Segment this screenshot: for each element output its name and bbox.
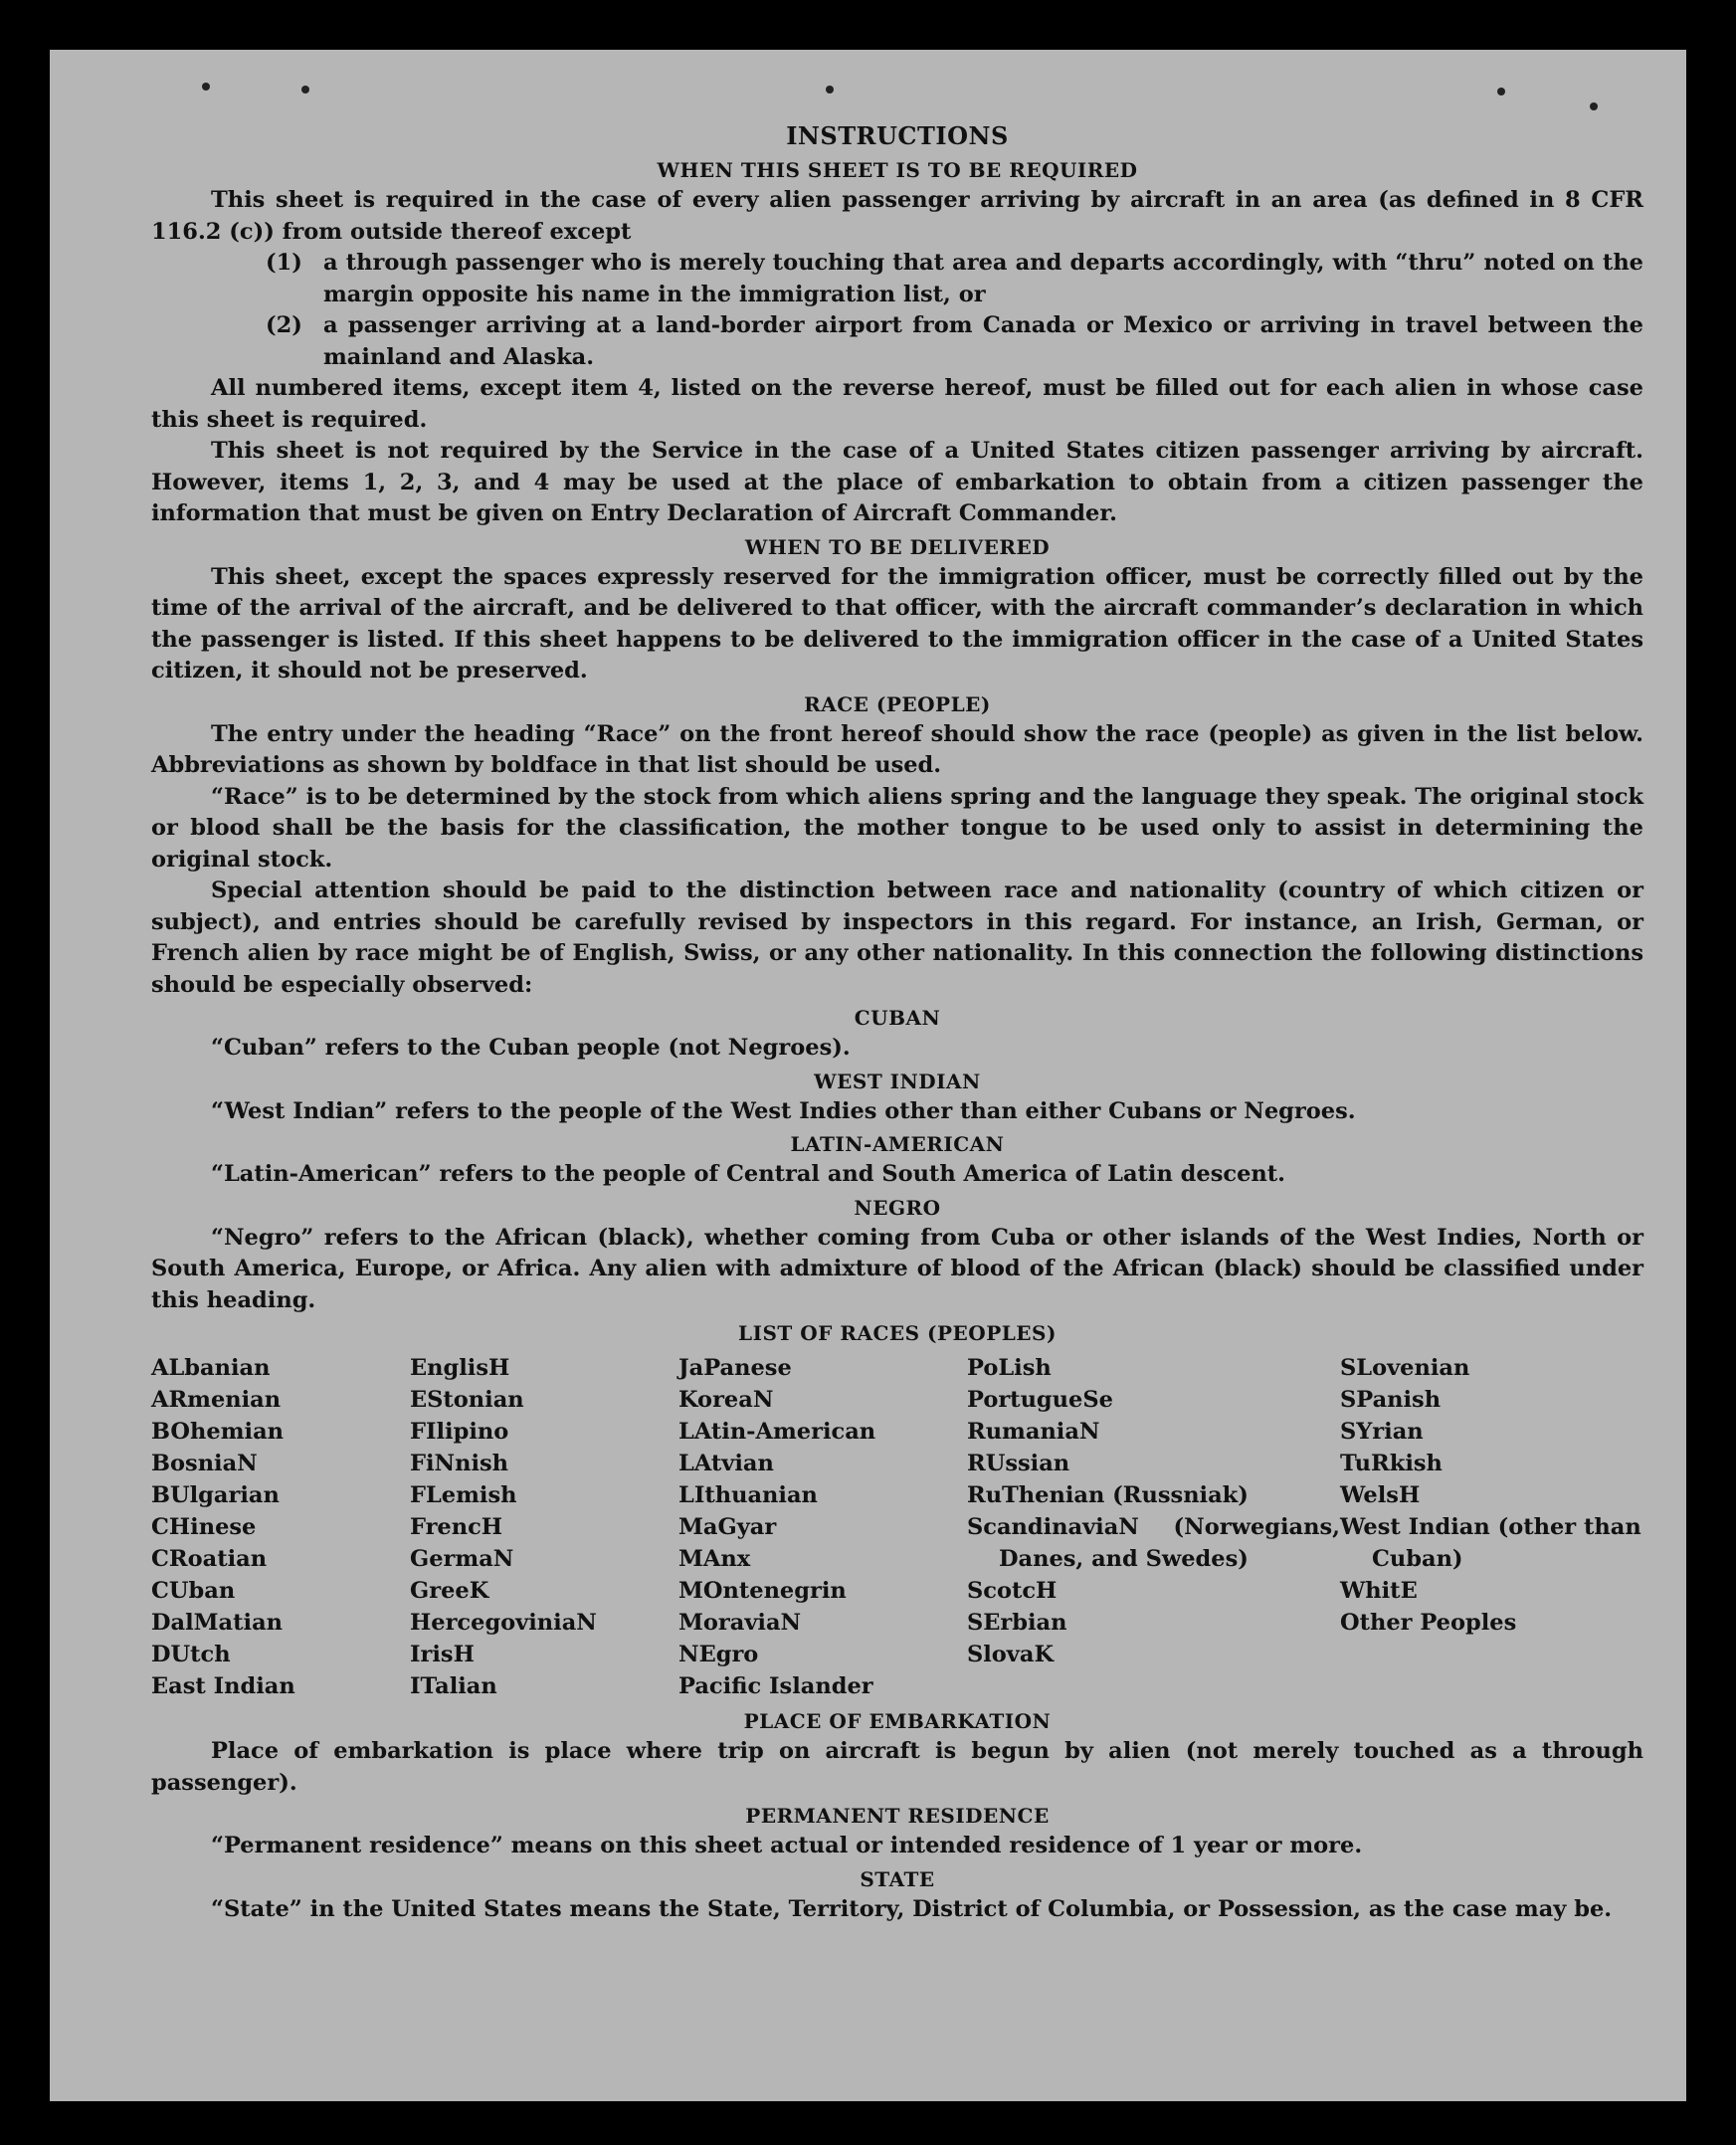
section-heading: LATIN-AMERICAN	[790, 1132, 1005, 1156]
document-sheet	[50, 50, 1686, 2101]
race-item: MAnx	[678, 1546, 751, 1572]
paragraph: This sheet is required in the case of every alien passenger arriving by aircraft in an area (as defined in 8 CFR 116.2 (c)) from outside thereof except	[151, 187, 1643, 245]
scan-speck	[301, 86, 309, 94]
list-item	[151, 248, 1643, 310]
section-heading: PERMANENT RESIDENCE	[745, 1804, 1050, 1828]
race-list	[151, 1352, 1643, 1702]
paragraph: “State” in the United States means the State, Territory, District of Columbia, or Possession, as the case may be.	[211, 1895, 1613, 1922]
section-heading: PLACE OF EMBARKATION	[743, 1709, 1052, 1733]
paragraph: “Negro” refers to the African (black), whether coming from Cuba or other islands of the West Indies, North or South America, Europe, or Africa. Any alien with admixture of blood of the African (black) should be classified under this heading.	[151, 1224, 1643, 1313]
paragraph: “Permanent residence” means on this sheet actual or intended residence of 1 year or more.	[211, 1833, 1363, 1858]
section-heading: STATE	[860, 1866, 935, 1891]
race-item: GermaN	[410, 1546, 514, 1572]
paragraph: “West Indian” refers to the people of the West Indies other than either Cubans or Negroes.	[211, 1097, 1356, 1124]
race-item: SLovenian	[1340, 1355, 1470, 1381]
race-item: Other Peoples	[1340, 1610, 1517, 1636]
paragraph: The entry under the heading “Race” on the front hereof should show the race (people) as given in the list below. Abbreviations as shown by boldface in that list should be used.	[151, 720, 1643, 778]
race-item: GreeK	[410, 1578, 489, 1604]
item-number: (1)	[266, 250, 302, 276]
race-item: WelsH	[1340, 1482, 1421, 1508]
race-item: KoreaN	[678, 1387, 774, 1413]
race-column	[967, 1352, 1340, 1702]
paragraph: Special attention should be paid to the distinction between race and nationality (country of which citizen or subject), and entries should be carefully revised by inspectors in this regard. For instance, an Irish, German, or French alien by race might be of English, Swiss, or any other nationality. In this connection the following distinctions should be especially observed:	[151, 878, 1643, 998]
scan-speck	[1590, 102, 1598, 110]
race-item: SErbian	[967, 1610, 1067, 1636]
race-item: FrencH	[410, 1514, 503, 1540]
section-heading: NEGRO	[854, 1195, 941, 1220]
item-text: a passenger arriving at a land-border airport from Canada or Mexico or arriving in travel between the mainland and Alaska.	[323, 312, 1643, 370]
race-item: EStonian	[410, 1387, 524, 1413]
race-item: LIthuanian	[678, 1482, 818, 1508]
race-item: BosniaN	[151, 1451, 258, 1476]
race-item: West Indian (other than Cuban)	[1340, 1514, 1641, 1572]
list-item	[151, 310, 1643, 373]
paragraph: “Race” is to be determined by the stock from which aliens spring and the language they speak. The original stock or blood shall be the basis for the classification, the mother tongue to be used only to assist in determining the original stock.	[151, 783, 1643, 873]
race-item: CUban	[151, 1578, 236, 1604]
paragraph: “Cuban” refers to the Cuban people (not Negroes).	[211, 1035, 851, 1061]
race-item: DalMatian	[151, 1610, 284, 1636]
race-item: SYrian	[1340, 1419, 1424, 1445]
race-item: East Indian	[151, 1673, 295, 1699]
race-item: CRoatian	[151, 1546, 268, 1572]
race-item: HercegoviniaN	[410, 1610, 597, 1636]
race-item: PoLish	[967, 1355, 1052, 1381]
race-item: FiNnish	[410, 1451, 509, 1476]
scan-speck	[1497, 88, 1505, 96]
race-item: CHinese	[151, 1514, 257, 1540]
race-item: MaGyar	[678, 1514, 777, 1540]
section-heading: CUBAN	[854, 1006, 941, 1030]
race-column	[678, 1352, 967, 1702]
race-column	[1340, 1352, 1643, 1702]
race-item: MOntenegrin	[678, 1578, 847, 1604]
scan-speck	[202, 83, 210, 91]
race-item: SlovaK	[967, 1642, 1055, 1667]
paragraph: This sheet, except the spaces expressly reserved for the immigration officer, must be correctly filled out by the time of the arrival of the aircraft, and be delivered to that officer, with the aircraft commander’s declaration in which the passenger is listed. If this sheet happens to be delivered to the immigration officer in the case of a United States citizen, it should not be preserved.	[151, 563, 1643, 683]
race-item: RUssian	[967, 1451, 1070, 1476]
section-heading: WHEN TO BE DELIVERED	[744, 534, 1051, 559]
section-heading: WEST INDIAN	[814, 1069, 981, 1093]
race-item: ITalian	[410, 1673, 497, 1699]
race-item: RuThenian (Russniak)	[967, 1482, 1249, 1508]
race-item: SPanish	[1340, 1387, 1442, 1413]
race-item: DUtch	[151, 1642, 231, 1667]
page-title: INSTRUCTIONS	[786, 121, 1009, 150]
item-number: (2)	[266, 312, 302, 338]
item-text: a through passenger who is merely touching that area and departs accordingly, with “thru” noted on the margin opposite his name in the immigration list, or	[323, 250, 1643, 307]
race-item: WhitE	[1340, 1578, 1418, 1604]
race-item: ScandinaviaN (Norwegians, Danes, and Swedes)	[967, 1514, 1340, 1572]
race-item: EnglisH	[410, 1355, 510, 1381]
race-item: TuRkish	[1340, 1451, 1443, 1476]
race-item: ARmenian	[151, 1387, 282, 1413]
section-heading: RACE (PEOPLE)	[804, 691, 991, 716]
race-item: Pacific Islander	[678, 1673, 873, 1699]
race-item: NEgro	[678, 1642, 759, 1667]
race-item: BUlgarian	[151, 1482, 280, 1508]
race-item: PortugueSe	[967, 1387, 1113, 1413]
race-item: LAtin-American	[678, 1419, 876, 1445]
scan-speck	[826, 86, 834, 94]
paragraph: “Latin-American” refers to the people of Central and South America of Latin descent.	[211, 1161, 1285, 1187]
paragraph: All numbered items, except item 4, listed on the reverse hereof, must be filled out for each alien in whose case this sheet is required.	[151, 375, 1643, 433]
race-item: LAtvian	[678, 1451, 774, 1476]
race-column	[410, 1352, 678, 1702]
race-item: FLemish	[410, 1482, 517, 1508]
race-item: IrisH	[410, 1642, 475, 1667]
section-heading: WHEN THIS SHEET IS TO BE REQUIRED	[657, 158, 1138, 182]
paragraph: This sheet is not required by the Service in the case of a United States citizen passenger arriving by aircraft. However, items 1, 2, 3, and 4 may be used at the place of embarkation to obtain from a citizen passenger the information that must be given on Entry Declaration of Aircraft Commander.	[151, 438, 1643, 526]
race-item: MoraviaN	[678, 1610, 802, 1636]
race-item: JaPanese	[678, 1355, 792, 1381]
paragraph: Place of embarkation is place where trip on aircraft is begun by alien (not merely touched as a through passenger).	[151, 1738, 1643, 1796]
instructions-body	[151, 119, 1643, 1925]
race-item: ScotcH	[967, 1578, 1058, 1604]
race-item: BOhemian	[151, 1419, 285, 1445]
section-heading: LIST OF RACES (PEOPLES)	[738, 1321, 1057, 1345]
race-item: FIlipino	[410, 1419, 509, 1445]
race-item: RumaniaN	[967, 1419, 1100, 1445]
race-column	[151, 1352, 410, 1702]
race-item: ALbanian	[151, 1355, 271, 1381]
